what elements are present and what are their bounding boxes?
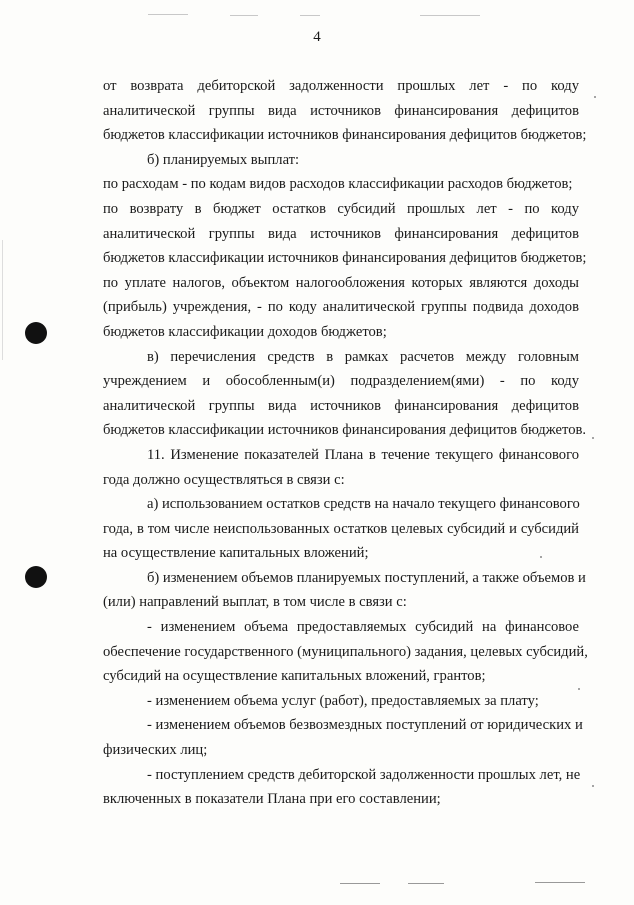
text-line: бюджетов классификации источников финансирования дефицитов бюджетов; [103,127,587,144]
text-line: включенных в показатели Плана при его составлении; [103,791,441,808]
scan-mark [578,688,580,690]
punch-hole [25,566,47,588]
text-line: от возврата дебиторской задолженности прошлых лет - по коду [103,78,579,94]
text-line: года, в том числе неиспользованных остатков целевых субсидий и субсидий [103,520,579,537]
text-line: 11. Изменение показателей Плана в течение текущего финансового [147,446,579,463]
scan-mark [148,14,188,15]
text-line: - изменением объемов безвозмездных поступлений от юридических и [147,717,583,734]
scan-mark [408,883,444,884]
text-line: бюджетов классификации источников финансирования дефицитов бюджетов; [103,250,587,267]
text-line: на осуществление капитальных вложений; [103,545,369,562]
scan-mark [594,96,596,98]
text-line: по расходам - по кодам видов расходов классификации расходов бюджетов; [103,176,573,193]
text-line: года должно осуществляться в связи с: [103,471,345,488]
text-line: в) перечисления средств в рамках расчетов между головным [147,348,579,365]
scan-mark [420,15,480,16]
text-line: физических лиц; [103,742,208,759]
text-line: а) использованием остатков средств на начало текущего финансового [147,496,580,513]
text-line: - поступлением средств дебиторской задолженности прошлых лет, не [147,766,581,783]
scan-mark [592,785,594,787]
text-line: (прибыль) учреждения, - по коду аналитической группы подвида доходов [103,299,579,316]
text-line: бюджетов классификации источников финансирования дефицитов бюджетов. [103,422,587,439]
text-line: б) изменением объемов планируемых поступлений, а также объемов и [147,569,586,586]
scan-mark [2,240,3,360]
scan-mark [340,883,380,884]
text-line: аналитической группы вида источников финансирования дефицитов [103,397,579,414]
text-line: обеспечение государственного (муниципального) задания, целевых субсидий, [103,643,588,660]
text-line: субсидий на осуществление капитальных вложений, грантов; [103,668,486,685]
scan-mark [540,556,542,558]
text-line: (или) направлений выплат, в том числе в связи с: [103,594,407,611]
scan-mark [592,437,594,439]
scan-mark [230,15,258,16]
text-line: аналитической группы вида источников финансирования дефицитов [103,225,579,242]
page-number: 4 [313,29,321,45]
text-line: аналитической группы вида источников финансирования дефицитов [103,102,579,119]
document-body [103,74,588,812]
text-line: по уплате налогов, объектом налогообложения которых являются доходы [103,274,579,291]
text-line: - изменением объема предоставляемых субсидий на финансовое [147,619,579,636]
text-line: б) планируемых выплат: [147,151,300,168]
text-line: - изменением объема услуг (работ), предоставляемых за плату; [147,692,539,709]
text-line: бюджетов классификации доходов бюджетов; [103,323,387,340]
scan-mark [300,15,320,16]
scan-mark [535,882,585,883]
text-line: учреждением и обособленным(и) подразделением(ями) - по коду [103,373,579,390]
text-line: по возврату в бюджет остатков субсидий прошлых лет - по коду [103,200,579,217]
punch-hole [25,322,47,344]
